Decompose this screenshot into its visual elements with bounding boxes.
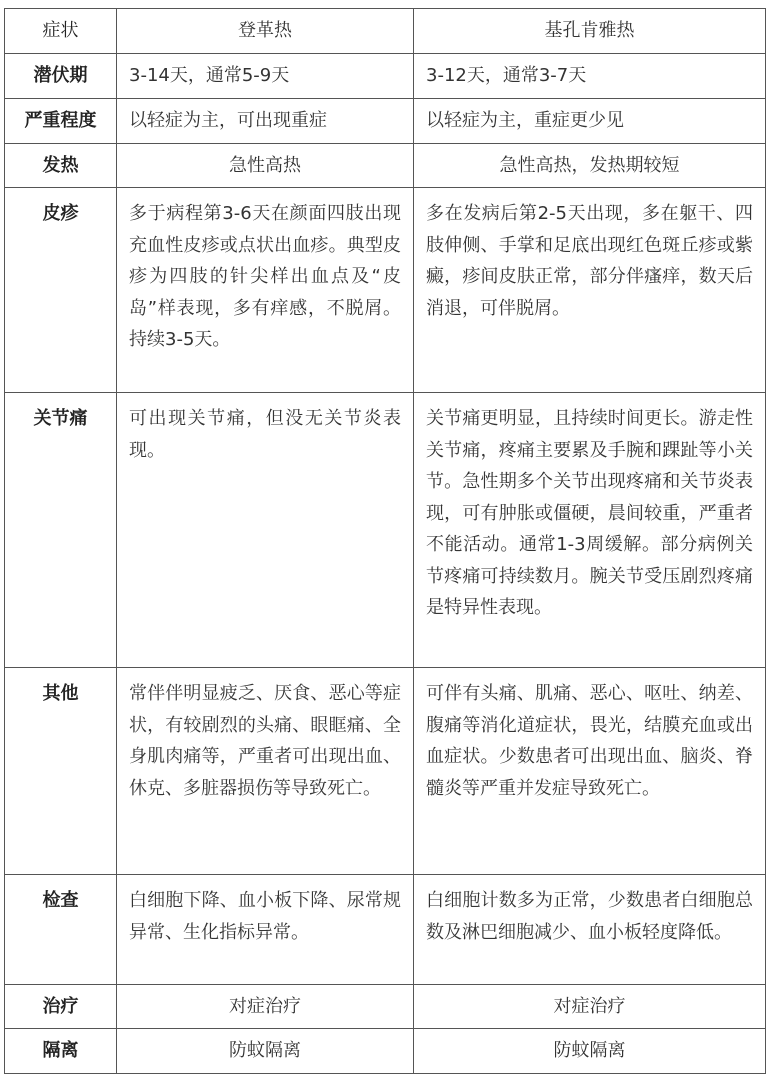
table-header-row [5,9,766,54]
chikungunya-cell: 可伴有头痛、肌痛、恶心、呕吐、纳差、腹痛等消化道症状，畏光，结膜充血或出血症状。少数患者可出现出血、脑炎、脊髓炎等严重并发症导致死亡。 [414,668,766,875]
row-label: 发热 [5,144,117,188]
chikungunya-cell: 对症治疗 [414,985,766,1029]
table-row-incubation [5,54,766,99]
dengue-cell: 急性高热 [117,144,414,188]
header-symptom: 症状 [5,9,117,54]
table-row-other [5,668,766,875]
row-label: 治疗 [5,985,117,1029]
dengue-cell: 多于病程第3-6天在颜面四肢出现充血性皮疹或点状出血疹。典型皮疹为四肢的针尖样出血点及“皮岛”样表现，多有痒感，不脱屑。持续3-5天。 [117,188,414,393]
dengue-cell: 以轻症为主，可出现重症 [117,99,414,144]
dengue-cell: 白细胞下降、血小板下降、尿常规异常、生化指标异常。 [117,875,414,985]
chikungunya-cell: 防蚊隔离 [414,1029,766,1074]
row-label: 隔离 [5,1029,117,1074]
chikungunya-cell: 关节痛更明显，且持续时间更长。游走性关节痛，疼痛主要累及手腕和踝趾等小关节。急性期多个关节出现疼痛和关节炎表现，可有肿胀或僵硬，晨间较重，严重者不能活动。通常1-3周缓解。部分病例关节疼痛可持续数月。腕关节受压剧烈疼痛是特异性表现。 [414,393,766,668]
chikungunya-cell: 急性高热，发热期较短 [414,144,766,188]
dengue-cell: 可出现关节痛，但没无关节炎表现。 [117,393,414,668]
row-label: 其他 [5,668,117,875]
dengue-cell: 对症治疗 [117,985,414,1029]
header-chikungunya: 基孔肯雅热 [414,9,766,54]
comparison-table [4,8,766,1074]
table-row-exam [5,875,766,985]
header-dengue: 登革热 [117,9,414,54]
row-label: 严重程度 [5,99,117,144]
table-row-rash [5,188,766,393]
row-label: 检查 [5,875,117,985]
row-label: 皮疹 [5,188,117,393]
chikungunya-cell: 多在发病后第2-5天出现，多在躯干、四肢伸侧、手掌和足底出现红色斑丘疹或紫癜，疹间皮肤正常，部分伴瘙痒，数天后消退，可伴脱屑。 [414,188,766,393]
dengue-cell: 防蚊隔离 [117,1029,414,1074]
table-row-severity [5,99,766,144]
row-label: 关节痛 [5,393,117,668]
table-row-isolation [5,1029,766,1074]
table-row-treatment [5,985,766,1029]
dengue-cell: 3-14天，通常5-9天 [117,54,414,99]
dengue-cell: 常伴伴明显疲乏、厌食、恶心等症状，有较剧烈的头痛、眼眶痛、全身肌肉痛等，严重者可出现出血、休克、多脏器损伤等导致死亡。 [117,668,414,875]
chikungunya-cell: 3-12天，通常3-7天 [414,54,766,99]
chikungunya-cell: 白细胞计数多为正常，少数患者白细胞总数及淋巴细胞减少、血小板轻度降低。 [414,875,766,985]
chikungunya-cell: 以轻症为主，重症更少见 [414,99,766,144]
row-label: 潜伏期 [5,54,117,99]
table-row-fever [5,144,766,188]
table-row-joint-pain [5,393,766,668]
